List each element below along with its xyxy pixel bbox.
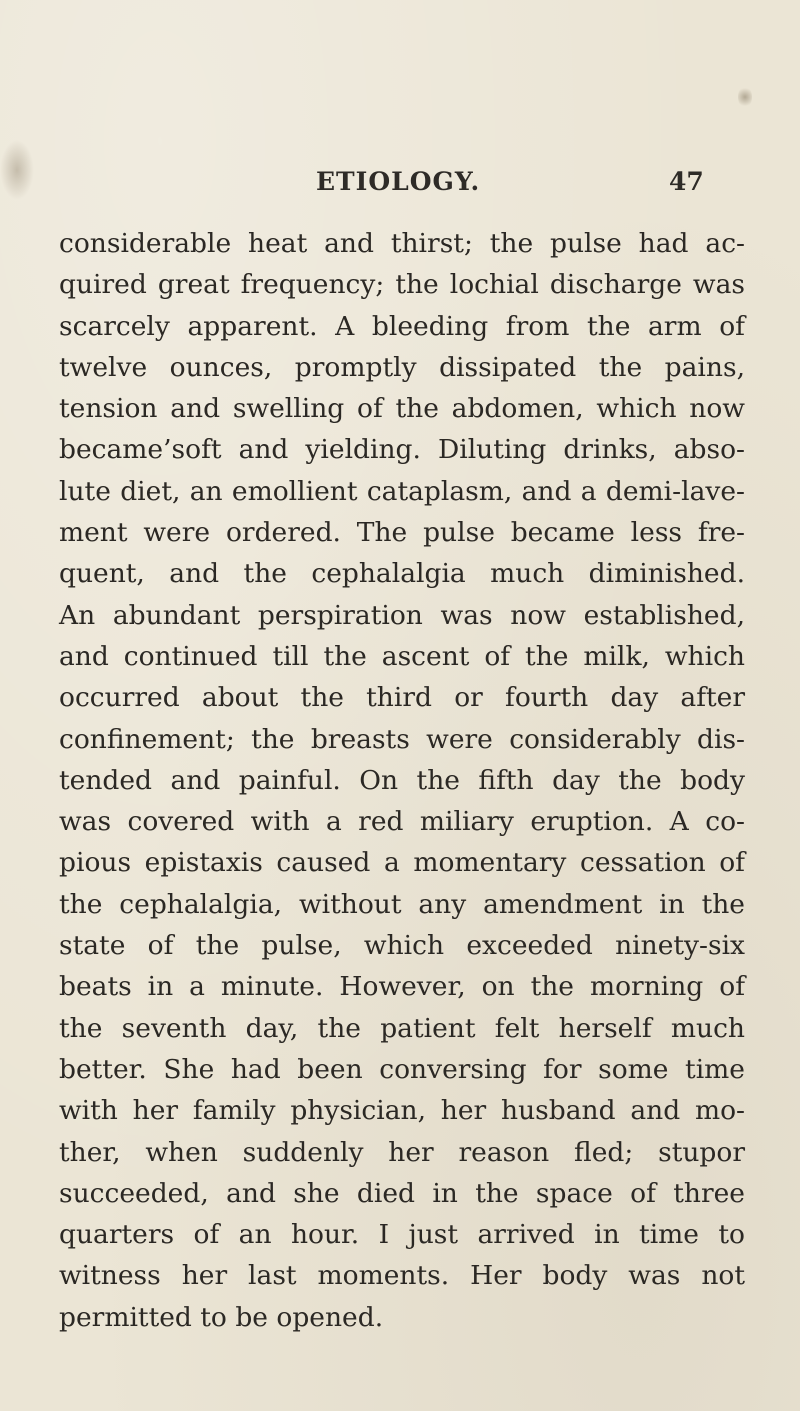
text-line: considerable heat and thirst; the pulse had ac- [59,228,745,259]
running-head [0,167,800,207]
text-line: the seventh day, the patient felt herself much [59,1012,745,1044]
text-line: better. She had been conversing for some time [59,1053,745,1085]
text-line: tended and painful. On the fifth day the body [59,764,745,796]
text-line: An abundant perspiration was now established, [59,599,745,631]
text-line: state of the pulse, which exceeded ninety-six [59,930,745,962]
text-line: pious epistaxis caused a momentary cessation of [59,847,745,879]
text-line: confinement; the breasts were considerably dis- [59,723,745,755]
text-line: became’soft and yielding. Diluting drinks, abso- [59,434,745,466]
text-line: lute diet, an emollient cataplasm, and a demi-lave- [59,475,745,507]
body-paragraph [59,223,745,1338]
text-line: with her family physician, her husband and mo- [59,1095,745,1127]
text-line: tension and swelling of the abdomen, which now [59,393,745,425]
page-number: 47 [669,167,704,196]
text-line: permitted to be opened. [59,1301,384,1333]
text-line: beats in a minute. However, on the morning of [59,971,745,1003]
text-line: quent, and the cephalalgia much diminished. [59,558,745,590]
text-line: witness her last moments. Her body was not [59,1260,745,1292]
text-line: and continued till the ascent of the milk, which [59,640,745,672]
text-line: quired great frequency; the lochial discharge was [59,269,745,301]
text-line: quarters of an hour. I just arrived in time to [59,1219,745,1251]
text-line: twelve ounces, promptly dissipated the pains, [59,351,745,383]
text-line: scarcely apparent. A bleeding from the arm of [59,310,745,342]
text-line: the cephalalgia, without any amendment in the [59,888,745,920]
text-line: ther, when suddenly her reason fled; stupor [59,1136,745,1168]
text-line: succeeded, and she died in the space of three [59,1177,745,1209]
text-line: was covered with a red miliary eruption. A co- [59,806,745,838]
text-line: ment were ordered. The pulse became less fre- [59,517,745,549]
text-line: occurred about the third or fourth day after [59,682,745,714]
running-title: ETIOLOGY. [316,167,481,196]
ink-smudge [738,86,752,108]
